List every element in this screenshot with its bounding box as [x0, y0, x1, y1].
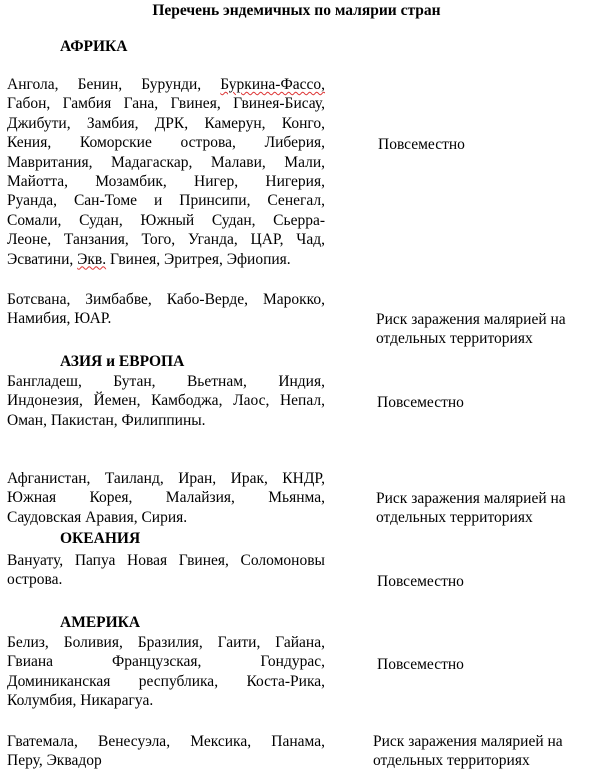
- country-line: Леоне, Танзания, Того, Уганда, ЦАР, Чад,: [7, 231, 325, 249]
- country-line: Афганистан, Таиланд, Иран, Ирак, КНДР,: [7, 470, 325, 487]
- status-africa-partial: Риск заражения малярией на отдельных территориях: [376, 311, 566, 348]
- document-title: Перечень эндемичных по малярии стран: [152, 2, 441, 19]
- region-heading-america: АМЕРИКА: [60, 614, 141, 631]
- country-line: Мавритания, Мадагаскар, Малави, Мали,: [7, 153, 325, 171]
- country-line: Саудовская Аравия, Сирия.: [7, 508, 188, 526]
- country-line: Ангола, Бенин, Бурунди, Буркина-Фассо,: [7, 76, 325, 93]
- status-oceania-endemic: Повсеместно: [377, 573, 464, 590]
- country-line: Южная Корея, Малайзия, Мьянма,: [7, 489, 325, 507]
- region-heading-asia-europe: АЗИЯ и ЕВРОПА: [60, 353, 185, 370]
- country-line: Индонезия, Йемен, Камбоджа, Лаос, Непал,: [7, 392, 325, 410]
- region-heading-africa: АФРИКА: [60, 38, 128, 55]
- status-america-partial: Риск заражения малярией на отдельных территориях: [373, 733, 563, 770]
- country-list-africa-endemic: [7, 75, 325, 269]
- country-line: Белиз, Боливия, Бразилия, Гаити, Гайана,: [7, 634, 325, 651]
- country-list-america-endemic: [7, 633, 325, 711]
- country-line: Намибия, ЮАР.: [7, 310, 112, 328]
- country-list-asia-partial: [7, 469, 325, 527]
- country-list-america-partial: [7, 732, 325, 771]
- country-line: Джибути, Замбия, ДРК, Камерун, Конго,: [7, 114, 325, 132]
- status-america-endemic: Повсеместно: [377, 656, 464, 673]
- country-list-africa-partial: [7, 290, 325, 329]
- country-list-asia-endemic: [7, 372, 325, 430]
- country-line: Эсватини, Экв. Гвинея, Эритрея, Эфиопия.: [7, 250, 291, 268]
- status-asia-endemic: Повсеместно: [377, 394, 464, 411]
- country-line: Доминиканская республика, Коста-Рика,: [7, 672, 325, 690]
- country-line: острова.: [7, 571, 63, 589]
- country-line: Вануату, Папуа Новая Гвинея, Соломоновы: [7, 552, 325, 569]
- status-asia-partial: Риск заражения малярией на отдельных территориях: [376, 490, 566, 527]
- country-line: Руанда, Сан-Томе и Принсипи, Сенегал,: [7, 192, 325, 210]
- country-line: Бангладеш, Бутан, Вьетнам, Индия,: [7, 373, 325, 390]
- region-heading-oceania: ОКЕАНИЯ: [60, 530, 141, 547]
- country-line: Гвиана Французская, Гондурас,: [7, 653, 325, 671]
- country-line: Оман, Пакистан, Филиппины.: [7, 411, 206, 429]
- country-line: Габон, Гамбия Гана, Гвинея, Гвинея-Бисау,: [7, 95, 325, 113]
- country-line: Гватемала, Венесуэла, Мексика, Панама,: [7, 733, 325, 750]
- country-line: Колумбия, Никарагуа.: [7, 692, 154, 710]
- country-line: Ботсвана, Зимбабве, Кабо-Верде, Марокко,: [7, 291, 325, 308]
- country-line: Кения, Коморские острова, Либерия,: [7, 134, 325, 152]
- status-africa-endemic: Повсеместно: [378, 136, 465, 153]
- country-line: Перу, Эквадор: [7, 752, 102, 770]
- country-line: Майотта, Мозамбик, Нигер, Нигерия,: [7, 172, 325, 190]
- country-list-oceania-endemic: [7, 551, 325, 590]
- country-line: Сомали, Судан, Южный Судан, Сьерра-: [7, 211, 325, 229]
